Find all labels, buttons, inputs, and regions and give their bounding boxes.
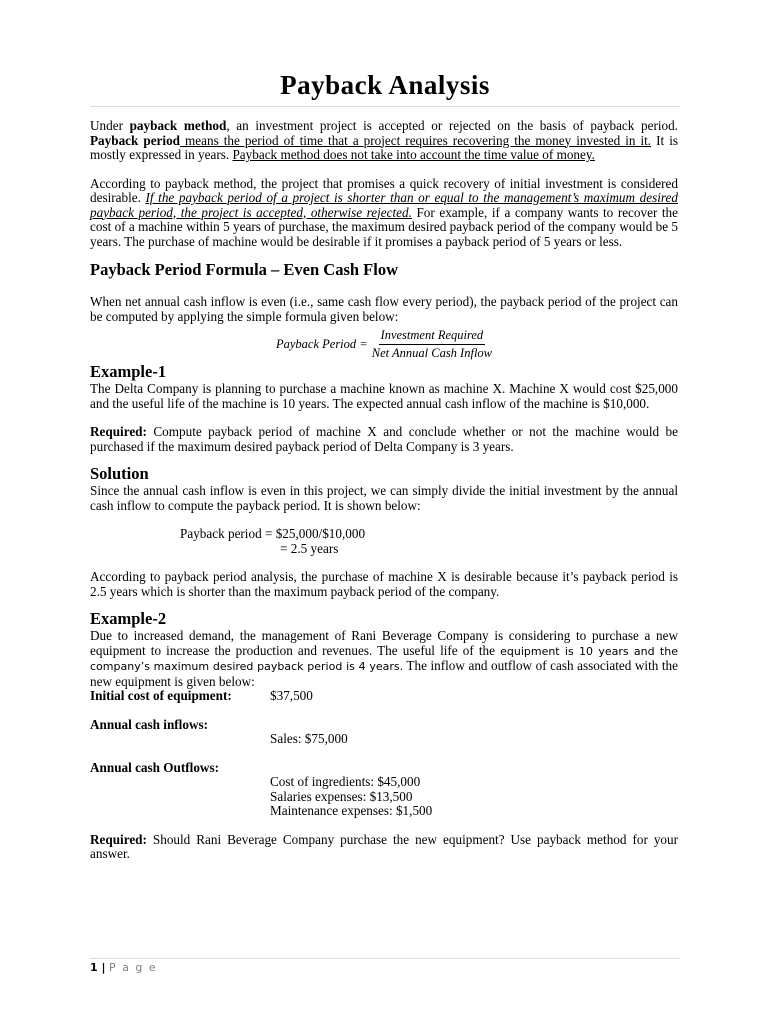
solution-conclusion: According to payback period analysis, the purchase of machine X is desirable because it’s payback period is 2.5 years which is shorter than the maximum payback period of the company. (90, 569, 678, 599)
underlined-text: means the period of time that a project requires recovering the money invested in it. (180, 132, 652, 148)
page-footer (90, 961, 157, 974)
formula-intro: When net annual cash inflow is even (i.e., same cash flow every period), the payback period of the project can be computed by applying the simple formula given below: (90, 294, 678, 324)
example2-text (90, 629, 678, 689)
outflows-label: Annual cash Outflows: (90, 759, 219, 775)
text-run: equipment is 10 years and the company’s maximum desired payback period is 4 years. (90, 644, 678, 673)
formula-denominator: Net Annual Cash Inflow (371, 345, 492, 360)
document-body (90, 119, 678, 862)
example2-heading: Example-2 (90, 609, 167, 628)
text-run: According to payback method, the project that promises a quick recovery of initial investment is considered desirable. (90, 175, 678, 205)
title-divider (90, 106, 680, 107)
text-run: It is mostly expressed in years. (90, 132, 678, 162)
solution-calc-line-2: = 2.5 years (280, 540, 339, 556)
bold-term: Payback period (90, 132, 181, 148)
example2-required (90, 833, 678, 862)
text-run: For example, if a company wants to recover the cost of a machine within 5 years of purchase, the maximum desired payback period of the company would be 5 years. The purchase of machine would be desirable if it promises a payback period of 5 years or less. (90, 204, 678, 249)
example1-text: The Delta Company is planning to purchase a machine known as machine X. Machine X would cost $25,000 and the useful life of the machine is 10 years. The expected annual cash inflow of the machine is $10,000. (90, 381, 678, 411)
italic-underlined-text: If the payback period of a project is shorter than or equal to the management’s maximum desired payback period, the project is accepted, otherwise rejected. (90, 190, 678, 220)
formula-numerator: Investment Required (379, 328, 486, 345)
outflow-item: Salaries expenses: $13,500 (270, 788, 413, 804)
required-label: Required: (90, 831, 147, 847)
example1-heading: Example-1 (90, 362, 167, 381)
text-run: Compute payback period of machine X and conclude whether or not the machine would be purchased if the maximum desired payback period of Delta Company is 3 years. (90, 424, 678, 454)
formula-heading: Payback Period Formula – Even Cash Flow (90, 260, 398, 279)
page-title: Payback Analysis (280, 70, 490, 100)
inflow-sales: Sales: $75,000 (270, 731, 348, 746)
solution-calc-line-1: Payback period = $25,000/$10,000 (180, 526, 366, 541)
page-word: P a g e (109, 961, 158, 974)
formula-fraction (372, 328, 492, 360)
intro-paragraph-2 (90, 177, 678, 250)
text-run: , an investment project is accepted or rejected on the basis of payback period. (226, 118, 678, 133)
page-number: 1 | (90, 961, 106, 974)
text-run: Due to increased demand, the management of Rani Beverage Company is considering to purchase a new equipment to increase the production and revenues. The useful life of the (90, 628, 678, 658)
solution-heading: Solution (90, 464, 149, 483)
required-label: Required: (90, 424, 147, 439)
underlined-text: Payback method does not take into account the time value of money. (232, 147, 595, 162)
text-run: Should Rani Beverage Company purchase the new equipment? Use payback method for your answer. (90, 831, 678, 861)
solution-text: Since the annual cash inflow is even in this project, we can simply divide the initial investment by the annual cash inflow to compute the payback period. It is shown below: (90, 483, 678, 513)
outflow-item: Cost of ingredients: $45,000 (270, 774, 421, 789)
text-run: Under (90, 118, 130, 133)
initial-cost-value: $37,500 (270, 688, 313, 703)
footer-divider (90, 958, 680, 959)
example1-required (90, 425, 678, 454)
inflows-label: Annual cash inflows: (90, 716, 208, 732)
initial-cost-label: Initial cost of equipment: (90, 688, 232, 703)
payback-formula (90, 328, 678, 360)
bold-term: payback method (129, 118, 227, 133)
intro-paragraph-1 (90, 119, 678, 163)
initial-cost-row (90, 689, 678, 704)
outflow-item: Maintenance expenses: $1,500 (270, 803, 433, 818)
text-run: The inflow and outflow of cash associated with the new equipment is given below: (90, 658, 678, 689)
formula-lhs: Payback Period = (275, 336, 368, 351)
